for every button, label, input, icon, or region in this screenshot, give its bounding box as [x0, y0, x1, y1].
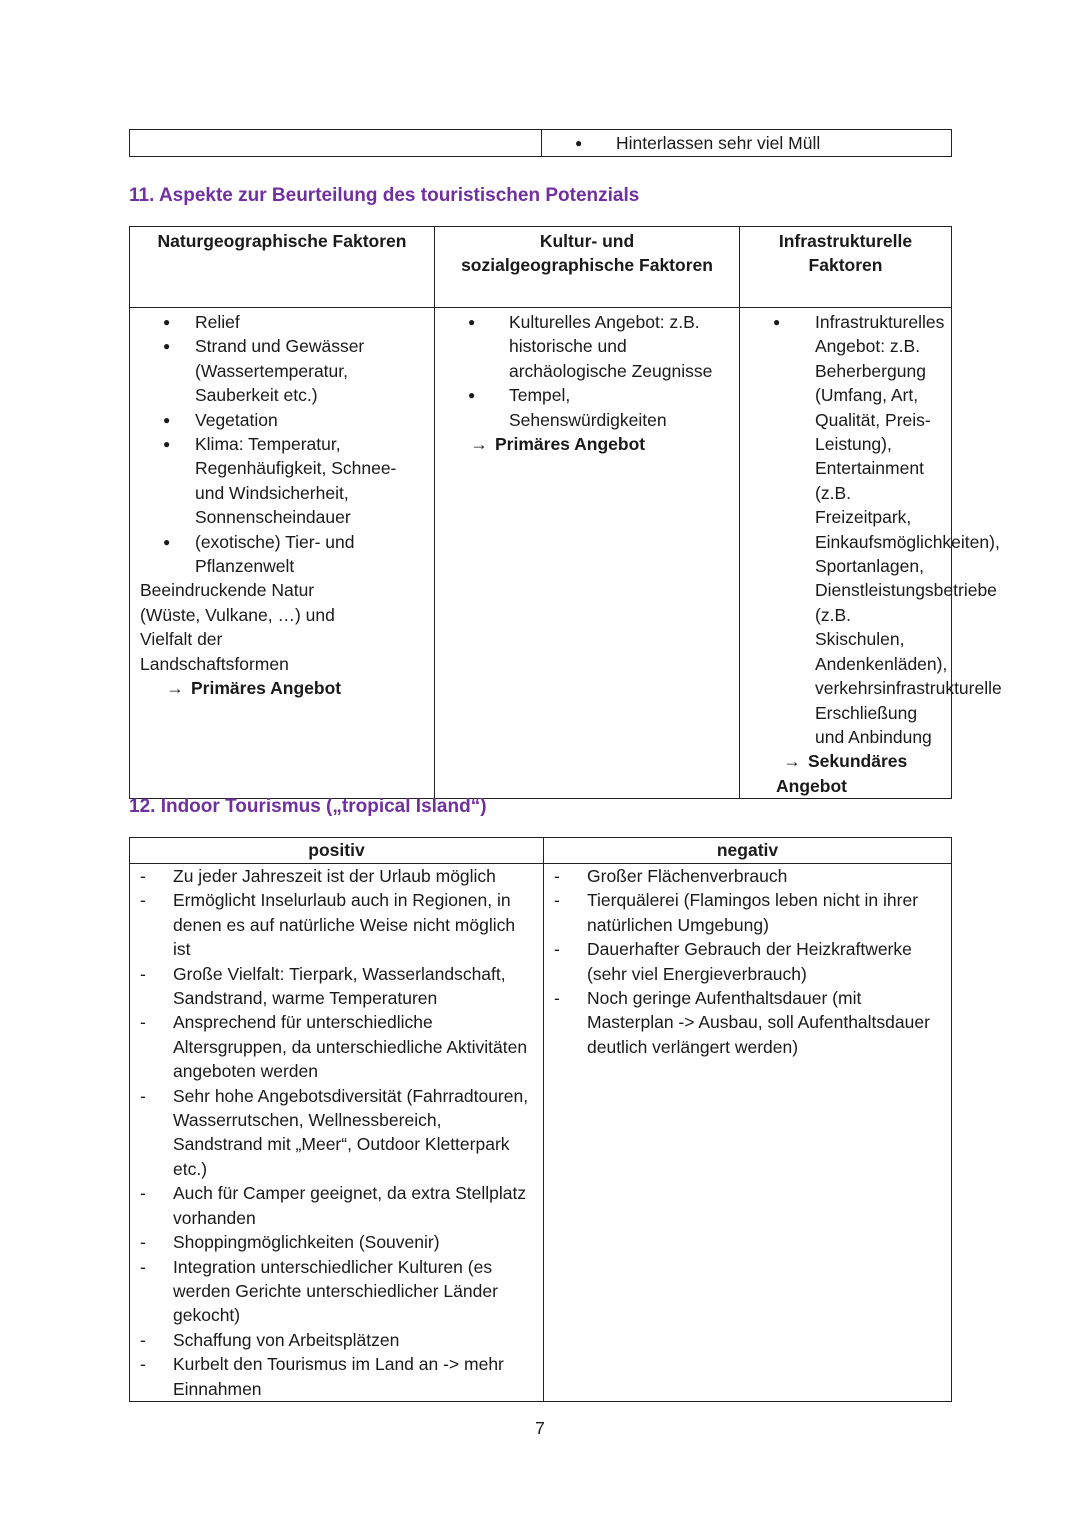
list-item: - Ermöglicht Inselurlaub auch in Regionen, in denen es auf natürliche Weise nicht möglich ist: [130, 888, 535, 961]
list-item: - Zu jeder Jahreszeit ist der Urlaub möglich: [130, 864, 535, 888]
header-negativ: negativ: [544, 838, 952, 864]
list-item: ● Infrastrukturelles Angebot: z.B. Beherbergung (Umfang, Art, Qualität, Preis-Leistung), Entertainment (z.B. Freizeitpark, Einkaufsmöglichkeiten), Sportanlagen, Dienstleistungsbetriebe (z.B. Skischulen, Andenkenläden), verkehrsinfrastrukturelle Erschließung und Anbindung: [740, 310, 941, 749]
list-item: ● (exotische) Tier- und Pflanzenwelt: [130, 530, 424, 579]
header-positiv: positiv: [130, 838, 544, 864]
list-item: - Ansprechend für unterschiedliche Altersgruppen, da unterschiedliche Aktivitäten angeboten werden: [130, 1010, 535, 1083]
header-infrastruktur: Infrastrukturelle Faktoren: [740, 227, 952, 308]
arrow-icon: →: [783, 751, 801, 772]
kultur-list: [435, 310, 729, 432]
negativ-list: [544, 864, 943, 1059]
arrow-icon: →: [166, 678, 184, 699]
result-label: Primäres Angebot: [495, 434, 646, 455]
potential-table: [129, 226, 1002, 799]
result-label: Sekundäres Angebot: [776, 751, 908, 796]
top-table-item: ● Hinterlassen sehr viel Müll: [542, 131, 951, 155]
header-kultur: Kultur- und sozialgeographische Faktoren: [435, 227, 740, 308]
list-item: - Auch für Camper geeignet, da extra Stellplatz vorhanden: [130, 1181, 535, 1230]
list-item: - Integration unterschiedlicher Kulturen (es werden Gerichte unterschiedlicher Länder gekocht): [130, 1255, 535, 1328]
list-item: - Kurbelt den Tourismus im Land an -> mehr Einnahmen: [130, 1352, 535, 1401]
top-table-left-cell: [130, 130, 542, 157]
section-12-heading: 12. Indoor Tourismus („tropical Island“): [129, 796, 487, 817]
top-table-right-cell: [542, 130, 952, 157]
col-kultur: [435, 308, 740, 799]
list-item: - Tierquälerei (Flamingos leben nicht in ihrer natürlichen Umgebung): [544, 888, 943, 937]
list-item: ● Relief: [130, 310, 424, 334]
col-negativ: [544, 864, 952, 1402]
list-item: ● Vegetation: [130, 408, 424, 432]
list-item: ● Kulturelles Angebot: z.B. historische und archäologische Zeugnisse: [435, 310, 729, 383]
infra-list: [740, 310, 1002, 749]
section-11-heading: 11. Aspekte zur Beurteilung des touristischen Potenzials: [129, 185, 640, 206]
natur-result: [130, 676, 424, 700]
top-table: [129, 129, 952, 157]
col-natur: [130, 308, 435, 799]
header-natur: Naturgeographische Faktoren: [130, 227, 435, 308]
col-positiv: [130, 864, 544, 1402]
list-item: - Schaffung von Arbeitsplätzen: [130, 1328, 535, 1352]
infra-result: [740, 749, 941, 798]
list-item: - Sehr hohe Angebotsdiversität (Fahrradtouren, Wasserrutschen, Wellnessbereich, Sandstrand mit „Meer“, Outdoor Kletterpark etc.): [130, 1084, 535, 1182]
list-item: - Dauerhafter Gebrauch der Heizkraftwerke (sehr viel Energieverbrauch): [544, 937, 943, 986]
page-number: 7: [535, 1418, 545, 1438]
kultur-result: [435, 432, 729, 456]
indoor-table: [129, 837, 952, 1402]
arrow-icon: →: [470, 434, 488, 455]
list-item: ● Strand und Gewässer (Wassertemperatur, Sauberkeit etc.): [130, 334, 424, 407]
list-item: ● Tempel, Sehenswürdigkeiten: [435, 383, 729, 432]
list-item: - Großer Flächenverbrauch: [544, 864, 943, 888]
col-infrastruktur: [740, 308, 1002, 799]
list-item: - Noch geringe Aufenthaltsdauer (mit Masterplan -> Ausbau, soll Aufenthaltsdauer deutlich verlängert werden): [544, 986, 943, 1059]
result-label: Primäres Angebot: [191, 678, 342, 699]
list-item: - Große Vielfalt: Tierpark, Wasserlandschaft, Sandstrand, warme Temperaturen: [130, 962, 535, 1011]
natur-list: [130, 310, 424, 578]
list-item: ● Klima: Temperatur, Regenhäufigkeit, Schnee- und Windsicherheit, Sonnenscheindauer: [130, 432, 424, 530]
positiv-list: [130, 864, 535, 1401]
natur-text: Beeindruckende Natur (Wüste, Vulkane, …) und Vielfalt der Landschaftsformen: [140, 580, 335, 674]
list-item: - Shoppingmöglichkeiten (Souvenir): [130, 1230, 535, 1254]
